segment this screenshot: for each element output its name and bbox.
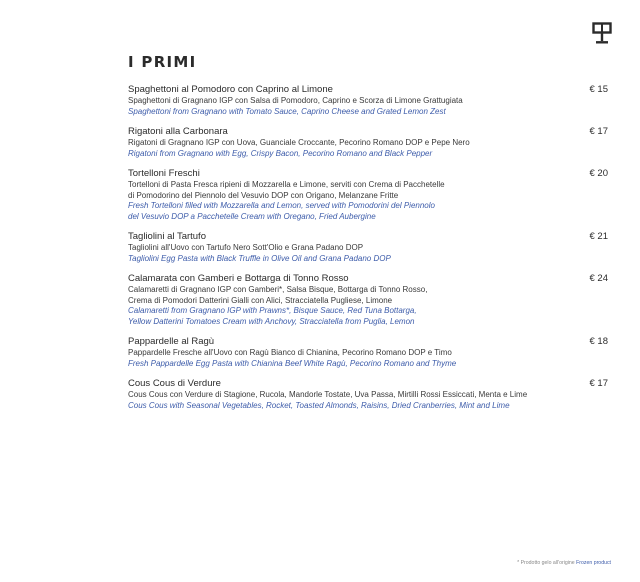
dish-price: € 24: [589, 273, 608, 284]
menu-item: [128, 231, 608, 264]
menu-item: [128, 126, 608, 159]
dish-description-italian: Tortelloni di Pasta Fresca ripieni di Mozzarella e Limone, serviti con Crema di Pacchetelle: [128, 180, 445, 189]
dish-description-english: del Vesuvio DOP a Pacchetelle Cream with Oregano, Fried Aubergine: [128, 211, 376, 221]
dish-description-english: Rigatoni from Gragnano with Egg, Crispy Bacon, Pecorino Romano and Black Pepper: [128, 148, 433, 158]
dish-price: € 21: [589, 231, 608, 242]
footnote: [517, 560, 611, 566]
dish-price: € 15: [589, 84, 608, 95]
menu-item: [128, 273, 608, 327]
dish-description-english: Fresh Pappardelle Egg Pasta with Chianina Beef White Ragù, Pecorino Romano and Thyme: [128, 358, 457, 368]
menu-item: [128, 168, 608, 222]
section-title: I PRIMI: [128, 53, 197, 71]
dish-description-english: Cous Cous with Seasonal Vegetables, Rocket, Toasted Almonds, Raisins, Dried Cranberries, Mint and Lime: [128, 400, 510, 410]
dish-name: Tagliolini al Tartufo: [128, 231, 206, 242]
dish-name: Rigatoni alla Carbonara: [128, 126, 228, 137]
footnote-en: Frozen product: [576, 560, 611, 566]
dish-name: Tortelloni Freschi: [128, 168, 200, 179]
dish-price: € 20: [589, 168, 608, 179]
dish-description-italian: Tagliolini all'Uovo con Tartufo Nero Sott'Olio e Grana Padano DOP: [128, 243, 364, 252]
dish-name: Spaghettoni al Pomodoro con Caprino al Limone: [128, 84, 333, 95]
menu-list: [128, 84, 608, 420]
dish-price: € 17: [589, 126, 608, 137]
dish-description-italian: Cous Cous con Verdure di Stagione, Rucola, Mandorle Tostate, Uva Passa, Mirtilli Rossi Essiccati, Menta e Lime: [128, 390, 528, 399]
menu-item: [128, 378, 608, 411]
dish-description-italian: Calamaretti di Gragnano IGP con Gamberi*, Salsa Bisque, Bottarga di Tonno Rosso,: [128, 285, 428, 294]
dish-description-italian: di Pomodorino del Piennolo del Vesuvio DOP con Origano, Melanzane Fritte: [128, 190, 399, 200]
dish-description-english: Calamaretti from Gragnano IGP with Prawns*, Bisque Sauce, Red Tuna Bottarga,: [128, 306, 417, 315]
dish-description-english: Spaghettoni from Gragnano with Tomato Sauce, Caprino Cheese and Grated Lemon Zest: [128, 106, 446, 116]
glass-logo-icon: [592, 22, 612, 44]
dish-price: € 17: [589, 378, 608, 389]
dish-price: € 18: [589, 336, 608, 347]
menu-item: [128, 84, 608, 117]
dish-name: Pappardelle al Ragù: [128, 336, 215, 347]
footnote-it: * Prodotto gelo all'origine: [517, 560, 575, 566]
dish-description-italian: Pappardelle Fresche all'Uovo con Ragù Bianco di Chianina, Pecorino Romano DOP e Timo: [128, 348, 452, 357]
dish-description-english: Tagliolini Egg Pasta with Black Truffle in Olive Oil and Grana Padano DOP: [128, 253, 391, 263]
dish-description-italian: Spaghettoni di Gragnano IGP con Salsa di Pomodoro, Caprino e Scorza di Limone Grattugiata: [128, 96, 463, 105]
dish-description-english: Yellow Datterini Tomatoes Cream with Anchovy, Stracciatella from Puglia, Lemon: [128, 316, 415, 326]
dish-name: Calamarata con Gamberi e Bottarga di Tonno Rosso: [128, 273, 349, 284]
dish-description-italian: Crema di Pomodori Datterini Gialli con Alici, Stracciatella Pugliese, Limone: [128, 295, 393, 305]
dish-description-italian: Rigatoni di Gragnano IGP con Uova, Guanciale Croccante, Pecorino Romano DOP e Pepe Nero: [128, 138, 470, 147]
dish-name: Cous Cous di Verdure: [128, 378, 221, 389]
dish-description-english: Fresh Tortelloni filled with Mozzarella and Lemon, served with Pomodorini del Piennolo: [128, 201, 435, 210]
menu-item: [128, 336, 608, 369]
